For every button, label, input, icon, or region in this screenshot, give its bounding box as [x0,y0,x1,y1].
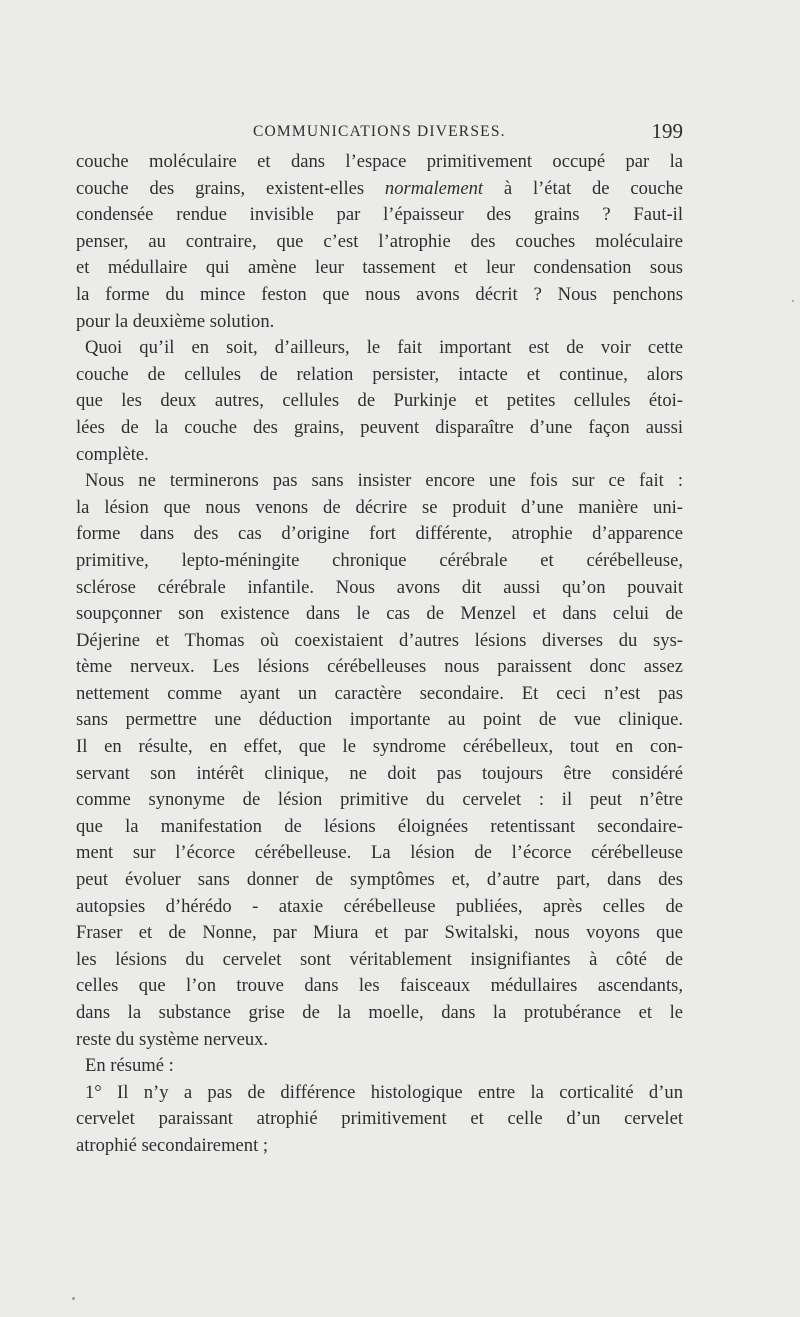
text-line: reste du système nerveux. [76,1028,269,1050]
text-line [76,176,683,203]
text-line: dans la substance grise de la moelle, dans la protubérance et le [76,1002,683,1023]
text-line: que les deux autres, cellules de Purkinje et petites cellules étoi- [76,390,683,412]
text-line: la forme du mince feston que nous avons décrit ? Nous penchons [76,283,683,305]
text-line: tème nerveux. Les lésions cérébelleuses nous paraissent donc assez [76,656,683,678]
text-line: que la manifestation de lésions éloignées retentissant secondaire- [76,815,683,837]
text-line: Déjerine et Thomas où coexistaient d’autres lésions diverses du sys- [76,629,683,651]
paper-speck [72,1297,75,1300]
text-line-end: à l’état de couche [483,177,683,199]
running-title: COMMUNICATIONS DIVERSES. [253,123,506,140]
page-number: 199 [651,119,683,143]
text-line: peut évoluer sans donner de symptômes et, d’autre part, dans des [76,869,683,891]
text-line: Fraser et de Nonne, par Miura et par Switalski, nous voyons que [76,922,683,944]
text-line: celles que l’on trouve dans les faisceaux médullaires ascendants, [76,975,683,997]
text-line: couche moléculaire et dans l’espace primitivement occupé par la [76,151,683,172]
text-line: complète. [76,443,149,465]
text-line: Il en résulte, en effet, que le syndrome cérébelleux, tout en con- [76,736,683,758]
text-line: condensée rendue invisible par l’épaisseur des grains ? Faut-il [76,204,683,226]
text-line: atrophié secondairement ; [76,1134,269,1156]
text-line: soupçonner son existence dans le cas de Menzel et dans celui de [76,603,683,625]
text-line: sans permettre une déduction importante au point de vue clinique. [76,709,683,731]
text-line: En résumé : [85,1055,174,1077]
text-line: Nous ne terminerons pas sans insister encore une fois sur ce fait : [85,470,683,492]
text-line-start: couche des grains, existent-elles [76,177,385,199]
text-line: servant son intérêt clinique, ne doit pas toujours être considéré [76,762,683,784]
text-line: cervelet paraissant atrophié primitivement et celle d’un cervelet [76,1108,683,1130]
body-text [76,149,683,1160]
text-line: primitive, lepto-méningite chronique cérébrale et cérébelleuse, [76,549,683,571]
emphasized-word: normalement [384,177,484,199]
text-line: couche de cellules de relation persister, intacte et continue, alors [76,363,683,385]
text-line: nettement comme ayant un caractère secondaire. Et ceci n’est pas [76,682,683,704]
paper-speck [792,300,794,302]
text-line: comme synonyme de lésion primitive du cervelet : il peut n’être [76,789,683,811]
text-line: 1° Il n’y a pas de différence histologique entre la corticalité d’un [85,1081,683,1103]
text-line: pour la deuxième solution. [76,310,275,332]
text-line: Quoi qu’il en soit, d’ailleurs, le fait important est de voir cette [85,337,683,359]
text-line: les lésions du cervelet sont véritablement insignifiantes à côté de [76,948,683,970]
text-line: penser, au contraire, que c’est l’atrophie des couches moléculaire [76,230,683,252]
text-line: sclérose cérébrale infantile. Nous avons dit aussi qu’on pouvait [76,576,683,598]
text-line: lées de la couche des grains, peuvent disparaître d’une façon aussi [76,416,683,438]
text-line: ment sur l’écorce cérébelleuse. La lésion de l’écorce cérébelleuse [76,842,683,864]
text-line: forme dans des cas d’origine fort différente, atrophie d’apparence [76,523,683,545]
text-line: autopsies d’hérédo - ataxie cérébelleuse publiées, après celles de [76,895,683,917]
text-line: la lésion que nous venons de décrire se produit d’une manière uni- [76,496,683,518]
running-header [76,119,683,145]
text-line: et médullaire qui amène leur tassement et leur condensation sous [76,257,683,279]
